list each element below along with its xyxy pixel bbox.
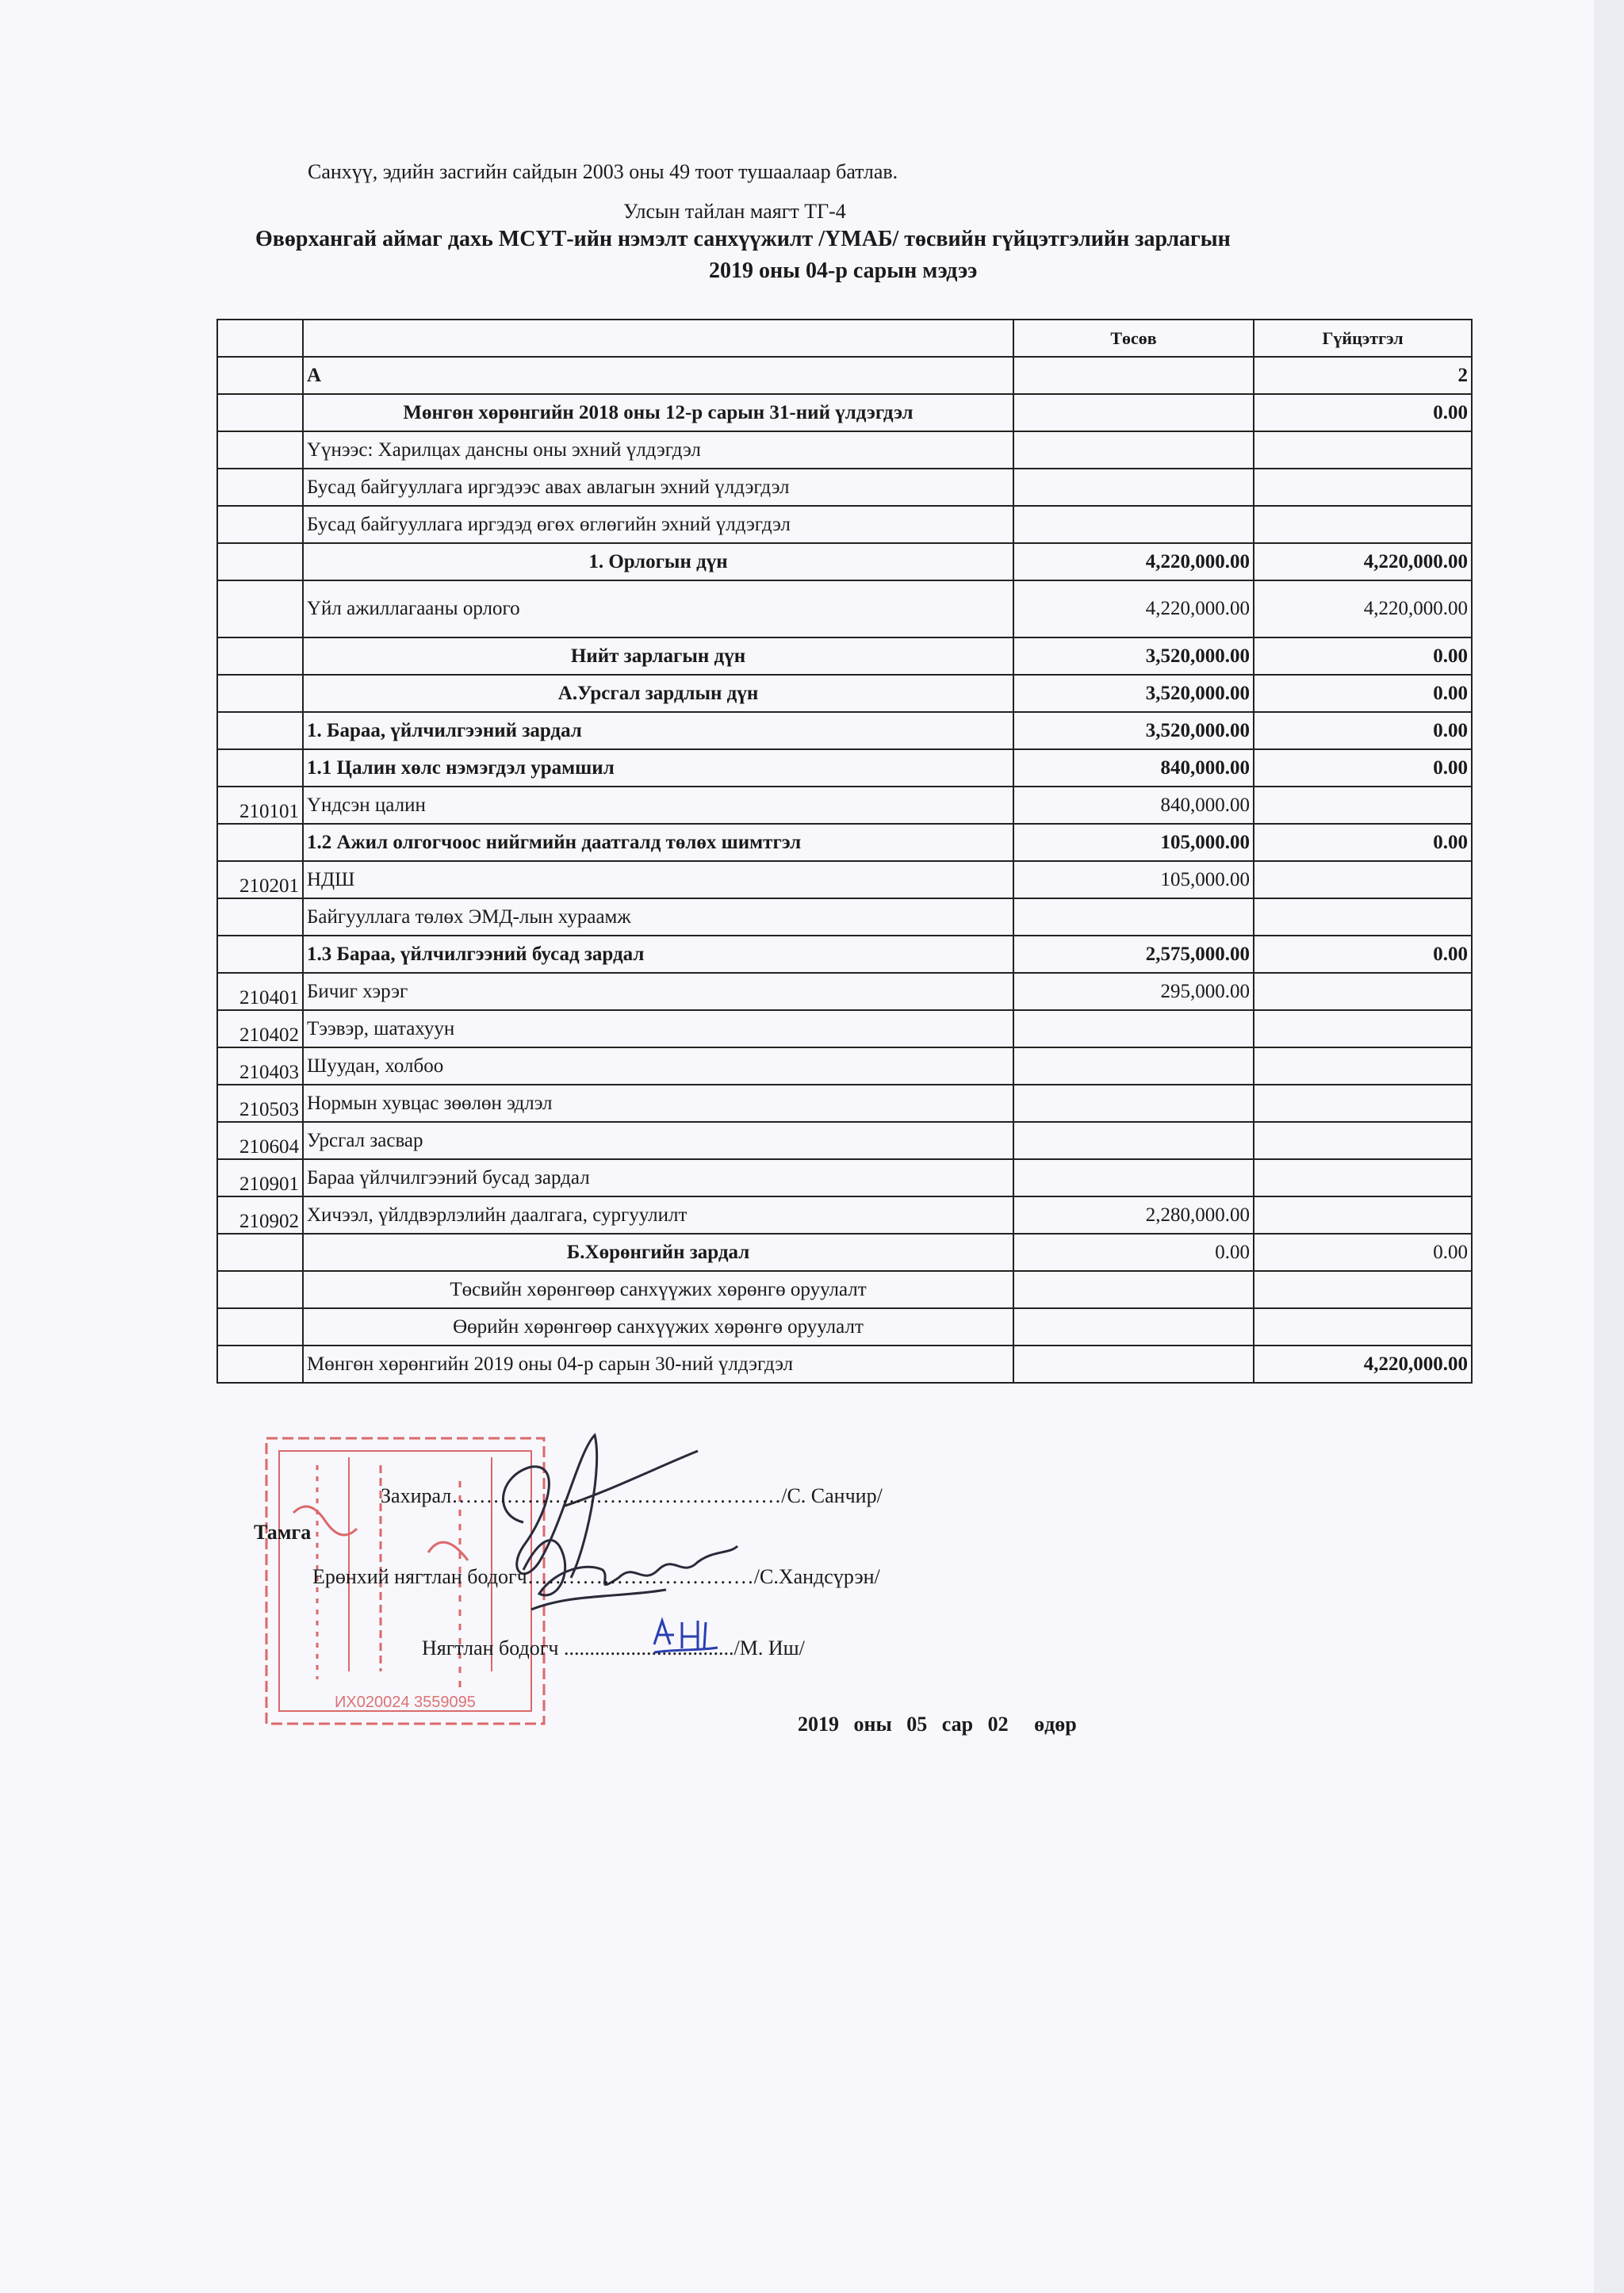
row-exec	[1254, 1308, 1472, 1346]
table-row	[217, 431, 1472, 469]
chief-accountant-line: Ерөнхий нягтлан бодогч……………………………/С.Хандсүрэн/	[312, 1565, 880, 1588]
row-code: 210902	[217, 1196, 303, 1234]
date-day-word: өдөр	[1034, 1713, 1077, 1736]
row-name: НДШ	[303, 861, 1013, 898]
table-row	[217, 1196, 1472, 1234]
row-code: 210201	[217, 861, 303, 898]
row-name: Мөнгөн хөрөнгийн 2019 оны 04-р сарын 30-ний үлдэгдэл	[303, 1346, 1013, 1383]
row-name: Үйл ажиллагааны орлого	[303, 580, 1013, 637]
row-name: Б.Хөрөнгийн зардал	[303, 1234, 1013, 1271]
approval-line: Санхүү, эдийн засгийн сайдын 2003 оны 49 тоот тушаалаар батлав.	[308, 160, 898, 183]
row-plan: 4,220,000.00	[1013, 543, 1254, 580]
row-plan: 4,220,000.00	[1013, 580, 1254, 637]
table-row	[217, 749, 1472, 787]
row-code: 210503	[217, 1085, 303, 1122]
index-num: 2	[1254, 357, 1472, 394]
row-exec: 0.00	[1254, 637, 1472, 675]
accountant-line: Нягтлан бодогч ................................./М. Иш/	[422, 1636, 805, 1659]
row-plan: 3,520,000.00	[1013, 675, 1254, 712]
index-a: А	[303, 357, 1013, 394]
row-name: 1.2 Ажил олгогчоос нийгмийн даатгалд төлөх шимтгэл	[303, 824, 1013, 861]
row-name: А.Урсгал зардлын дүн	[303, 675, 1013, 712]
table-row	[217, 637, 1472, 675]
row-exec: 4,220,000.00	[1254, 1346, 1472, 1383]
row-plan: 3,520,000.00	[1013, 712, 1254, 749]
row-exec: 4,220,000.00	[1254, 543, 1472, 580]
row-code	[217, 675, 303, 712]
row-plan: 2,280,000.00	[1013, 1196, 1254, 1234]
row-exec	[1254, 469, 1472, 506]
table-row	[217, 861, 1472, 898]
row-code	[217, 1346, 303, 1383]
table-row	[217, 712, 1472, 749]
row-name: Үндсэн цалин	[303, 787, 1013, 824]
row-plan: 840,000.00	[1013, 787, 1254, 824]
date-day: 02	[987, 1713, 1009, 1736]
row-name: 1. Бараа, үйлчилгээний зардал	[303, 712, 1013, 749]
row-plan	[1013, 1085, 1254, 1122]
row-plan: 105,000.00	[1013, 861, 1254, 898]
row-code	[217, 824, 303, 861]
row-exec	[1254, 1159, 1472, 1196]
header-cell-empty	[217, 320, 303, 357]
table-row	[217, 675, 1472, 712]
form-code: Улсын тайлан маягт ТГ-4	[623, 200, 846, 223]
expenditure-table	[216, 319, 1473, 1384]
table-index-row	[217, 357, 1472, 394]
row-code	[217, 543, 303, 580]
row-name: Хичээл, үйлдвэрлэлийн даалгага, сургуулилт	[303, 1196, 1013, 1234]
row-code	[217, 394, 303, 431]
row-name: Төсвийн хөрөнгөөр санхүүжих хөрөнгө оруулалт	[303, 1271, 1013, 1308]
table-row	[217, 469, 1472, 506]
row-name: 1.3 Бараа, үйлчилгээний бусад зардал	[303, 936, 1013, 973]
report-title: Өвөрхангай аймаг дахь МСҮТ-ийн нэмэлт санхүүжилт /ҮМАБ/ төсвийн гүйцэтгэлийн зарлагын	[255, 227, 1231, 251]
row-name: Бусад байгууллага иргэдээс авах авлагын эхний үлдэгдэл	[303, 469, 1013, 506]
row-plan: 105,000.00	[1013, 824, 1254, 861]
date-year: 2019	[798, 1713, 839, 1736]
row-name: Урсгал засвар	[303, 1122, 1013, 1159]
row-name: Өөрийн хөрөнгөөр санхүүжих хөрөнгө оруулалт	[303, 1308, 1013, 1346]
row-exec	[1254, 973, 1472, 1010]
row-plan	[1013, 1346, 1254, 1383]
row-exec: 0.00	[1254, 394, 1472, 431]
row-name: Бараа үйлчилгээний бусад зардал	[303, 1159, 1013, 1196]
table-row	[217, 936, 1472, 973]
row-plan	[1013, 1047, 1254, 1085]
row-code: 210403	[217, 1047, 303, 1085]
row-exec	[1254, 1122, 1472, 1159]
row-code	[217, 580, 303, 637]
row-code	[217, 1234, 303, 1271]
table-row	[217, 824, 1472, 861]
table-row	[217, 1346, 1472, 1383]
row-plan: 0.00	[1013, 1234, 1254, 1271]
row-name: Үүнээс: Харилцах дансны оны эхний үлдэгдэл	[303, 431, 1013, 469]
row-code	[217, 637, 303, 675]
row-name: Бичиг хэрэг	[303, 973, 1013, 1010]
row-plan: 3,520,000.00	[1013, 637, 1254, 675]
header-exec: Гүйцэтгэл	[1254, 320, 1472, 357]
table-row	[217, 1271, 1472, 1308]
table-row	[217, 543, 1472, 580]
table-row	[217, 898, 1472, 936]
stamp-text: ИХ020024 3559095	[335, 1694, 476, 1711]
row-exec	[1254, 1010, 1472, 1047]
row-plan	[1013, 1159, 1254, 1196]
row-exec: 0.00	[1254, 936, 1472, 973]
row-exec	[1254, 898, 1472, 936]
row-code: 210101	[217, 787, 303, 824]
row-plan	[1013, 506, 1254, 543]
row-code	[217, 936, 303, 973]
index-cell-empty	[217, 357, 303, 394]
row-name: 1.1 Цалин хөлс нэмэгдэл урамшил	[303, 749, 1013, 787]
row-code	[217, 749, 303, 787]
row-exec	[1254, 1196, 1472, 1234]
table-row	[217, 1122, 1472, 1159]
scan-edge	[1594, 0, 1624, 2293]
row-plan	[1013, 394, 1254, 431]
table-row	[217, 506, 1472, 543]
row-name: Мөнгөн хөрөнгийн 2018 оны 12-р сарын 31-ний үлдэгдэл	[303, 394, 1013, 431]
row-code	[217, 898, 303, 936]
row-plan: 295,000.00	[1013, 973, 1254, 1010]
row-name: Нормын хувцас зөөлөн эдлэл	[303, 1085, 1013, 1122]
table-row	[217, 1308, 1472, 1346]
row-exec	[1254, 1047, 1472, 1085]
row-name: Нийт зарлагын дүн	[303, 637, 1013, 675]
row-plan	[1013, 469, 1254, 506]
row-exec: 0.00	[1254, 675, 1472, 712]
table-row	[217, 1159, 1472, 1196]
row-name: Бусад байгууллага иргэдэд өгөх өглөгийн эхний үлдэгдэл	[303, 506, 1013, 543]
row-code	[217, 1271, 303, 1308]
row-exec: 0.00	[1254, 1234, 1472, 1271]
date-month-word: сар	[941, 1713, 974, 1736]
date-year-word: оны	[853, 1713, 892, 1736]
stamp-label: Тамга	[254, 1521, 312, 1544]
header-plan: Төсөв	[1013, 320, 1254, 357]
row-plan	[1013, 1308, 1254, 1346]
row-exec: 0.00	[1254, 749, 1472, 787]
director-line: Захирал…………………………………………/С. Санчир/	[381, 1484, 883, 1507]
row-plan	[1013, 1010, 1254, 1047]
row-plan: 840,000.00	[1013, 749, 1254, 787]
row-code: 210402	[217, 1010, 303, 1047]
table-row	[217, 580, 1472, 637]
table-row	[217, 394, 1472, 431]
row-exec	[1254, 431, 1472, 469]
row-code: 210401	[217, 973, 303, 1010]
header-cell-empty	[303, 320, 1013, 357]
row-code	[217, 712, 303, 749]
report-date	[798, 1713, 1086, 1736]
report-subtitle: 2019 оны 04-р сарын мэдээ	[709, 258, 978, 283]
row-exec	[1254, 1271, 1472, 1308]
table-row	[217, 787, 1472, 824]
row-exec: 4,220,000.00	[1254, 580, 1472, 637]
row-code	[217, 469, 303, 506]
row-code	[217, 431, 303, 469]
row-plan: 2,575,000.00	[1013, 936, 1254, 973]
row-exec: 0.00	[1254, 712, 1472, 749]
row-code: 210901	[217, 1159, 303, 1196]
table-row	[217, 973, 1472, 1010]
row-exec	[1254, 787, 1472, 824]
row-name: Шуудан, холбоо	[303, 1047, 1013, 1085]
table-header-row	[217, 320, 1472, 357]
row-name: Байгууллага төлөх ЭМД-лын хураамж	[303, 898, 1013, 936]
table-row	[217, 1085, 1472, 1122]
row-plan	[1013, 1122, 1254, 1159]
row-code: 210604	[217, 1122, 303, 1159]
row-exec	[1254, 861, 1472, 898]
table-row	[217, 1234, 1472, 1271]
row-exec: 0.00	[1254, 824, 1472, 861]
row-exec	[1254, 1085, 1472, 1122]
index-cell-empty	[1013, 357, 1254, 394]
row-plan	[1013, 898, 1254, 936]
row-code	[217, 1308, 303, 1346]
row-plan	[1013, 431, 1254, 469]
row-name: 1. Орлогын дүн	[303, 543, 1013, 580]
date-month: 05	[906, 1713, 928, 1736]
row-plan	[1013, 1271, 1254, 1308]
table-row	[217, 1010, 1472, 1047]
row-exec	[1254, 506, 1472, 543]
table-row	[217, 1047, 1472, 1085]
row-code	[217, 506, 303, 543]
row-name: Тээвэр, шатахуун	[303, 1010, 1013, 1047]
